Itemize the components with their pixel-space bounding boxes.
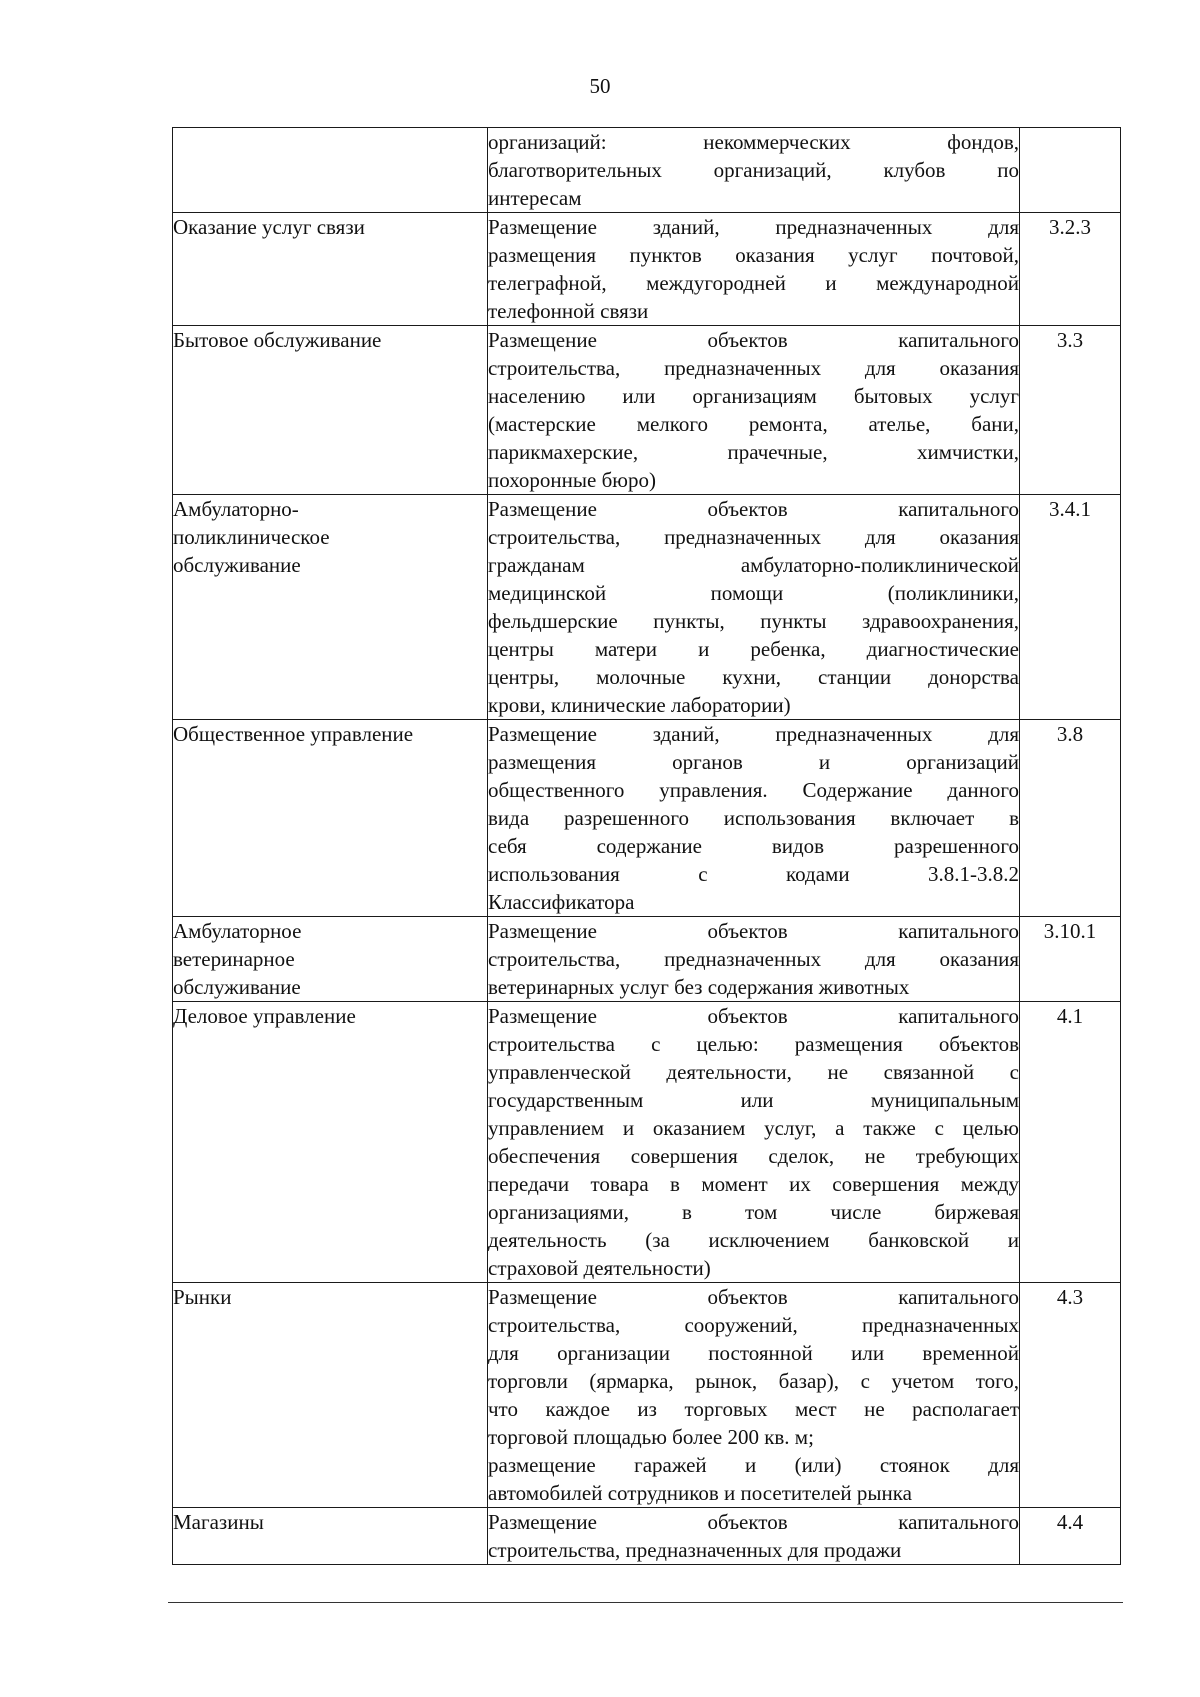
code-cell: 4.3 [1020,1283,1121,1508]
use-type-line: Бытовое обслуживание [173,328,382,352]
table-row [173,1283,1121,1508]
description-cell [488,1508,1020,1565]
footer-rule [168,1602,1123,1603]
use-type-line: поликлиническое [173,525,330,549]
description-line: обеспечения совершения сделок, не требующих [488,1144,1019,1168]
use-type-line: ветеринарное [173,947,295,971]
description-line: для организации постоянной или временной [488,1341,1019,1365]
description-cell [488,128,1020,213]
code-cell: 3.4.1 [1020,495,1121,720]
use-type-cell [173,1508,488,1565]
description-line: похоронные бюро) [488,468,656,492]
code-cell: 3.8 [1020,720,1121,917]
description-line: деятельность (за исключением банковской и [488,1228,1019,1252]
description-line: управлением и оказанием услуг, а также с целью [488,1116,1019,1140]
description-line: строительства, предназначенных для оказания [488,356,1019,380]
table-row [173,720,1121,917]
description-line: вида разрешенного использования включает в [488,806,1019,830]
description-line: (мастерские мелкого ремонта, ателье, бани, [488,412,1019,436]
land-use-table [172,127,1121,1565]
use-type-cell [173,917,488,1002]
description-line: Размещение объектов капитального [488,1510,1019,1534]
use-type-line: Деловое управление [173,1004,356,1028]
table-row [173,1002,1121,1283]
description-line: организаций: некоммерческих фондов, [488,130,1019,154]
description-line: размещение гаражей и (или) стоянок для [488,1453,1019,1477]
description-line: медицинской помощи (поликлиники, [488,581,1019,605]
use-type-line: Амбулаторное [173,919,302,943]
description-cell [488,495,1020,720]
use-type-line: обслуживание [173,975,301,999]
description-line: строительства с целью: размещения объектов [488,1032,1019,1056]
use-type-line: Общественное управление [173,722,414,746]
table-row [173,213,1121,326]
description-line: общественного управления. Содержание данного [488,778,1019,802]
description-line: торговли (ярмарка, рынок, базар), с учетом того, [488,1369,1019,1393]
code-cell: 3.2.3 [1020,213,1121,326]
description-cell [488,917,1020,1002]
description-line: управленческой деятельности, не связанной с [488,1060,1019,1084]
page-number: 50 [589,74,611,98]
description-line: использования с кодами 3.8.1-3.8.2 [488,862,1019,886]
use-type-line: Амбулаторно- [173,497,299,521]
description-line: интересам [488,186,582,210]
use-type-line: Рынки [173,1285,232,1309]
description-line: крови, клинические лаборатории) [488,693,791,717]
code-cell: 4.4 [1020,1508,1121,1565]
use-type-cell [173,326,488,495]
description-line: центры, молочные кухни, станции донорства [488,665,1019,689]
description-line: благотворительных организаций, клубов по [488,158,1019,182]
use-type-line: Магазины [173,1510,264,1534]
description-line: Размещение зданий, предназначенных для [488,722,1019,746]
description-cell [488,213,1020,326]
description-line: передачи товара в момент их совершения между [488,1172,1019,1196]
table-row [173,1508,1121,1565]
table-row [173,917,1121,1002]
description-line: ветеринарных услуг без содержания животных [488,975,910,999]
description-line: что каждое из торговых мест не располагает [488,1397,1019,1421]
use-type-line: обслуживание [173,553,301,577]
description-line: Размещение объектов капитального [488,1285,1019,1309]
description-cell [488,1283,1020,1508]
use-type-cell [173,720,488,917]
description-cell [488,720,1020,917]
use-type-cell [173,1002,488,1283]
description-line: Размещение объектов капитального [488,919,1019,943]
description-line: гражданам амбулаторно-поликлинической [488,553,1019,577]
description-line: населению или организациям бытовых услуг [488,384,1019,408]
description-line: телеграфной, междугородней и международной [488,271,1019,295]
description-line: Размещение объектов капитального [488,497,1019,521]
description-line: себя содержание видов разрешенного [488,834,1019,858]
description-line: телефонной связи [488,299,649,323]
description-line: Классификатора [488,890,635,914]
code-cell [1020,128,1121,213]
description-line: строительства, предназначенных для продажи [488,1538,902,1562]
description-line: Размещение зданий, предназначенных для [488,215,1019,239]
table-body [173,128,1121,1565]
code-cell: 4.1 [1020,1002,1121,1283]
description-line: центры матери и ребенка, диагностические [488,637,1019,661]
description-line: размещения пунктов оказания услуг почтовой, [488,243,1019,267]
use-type-cell [173,213,488,326]
description-line: Размещение объектов капитального [488,1004,1019,1028]
code-cell: 3.10.1 [1020,917,1121,1002]
description-line: фельдшерские пункты, пункты здравоохранения, [488,609,1019,633]
table-row [173,495,1121,720]
description-line: строительства, предназначенных для оказания [488,525,1019,549]
description-line: размещения органов и организаций [488,750,1019,774]
description-cell [488,1002,1020,1283]
table-row [173,326,1121,495]
use-type-cell [173,128,488,213]
description-line: строительства, предназначенных для оказания [488,947,1019,971]
description-line: строительства, сооружений, предназначенных [488,1313,1019,1337]
description-line: Размещение объектов капитального [488,328,1019,352]
description-line: страховой деятельности) [488,1256,711,1280]
description-line: парикмахерские, прачечные, химчистки, [488,440,1019,464]
use-type-cell [173,495,488,720]
description-line: автомобилей сотрудников и посетителей рынка [488,1481,912,1505]
use-type-line: Оказание услуг связи [173,215,365,239]
description-cell [488,326,1020,495]
code-cell: 3.3 [1020,326,1121,495]
use-type-cell [173,1283,488,1508]
table-row [173,128,1121,213]
description-line: государственным или муниципальным [488,1088,1019,1112]
description-line: организациями, в том числе биржевая [488,1200,1019,1224]
description-line: торговой площадью более 200 кв. м; [488,1425,814,1449]
